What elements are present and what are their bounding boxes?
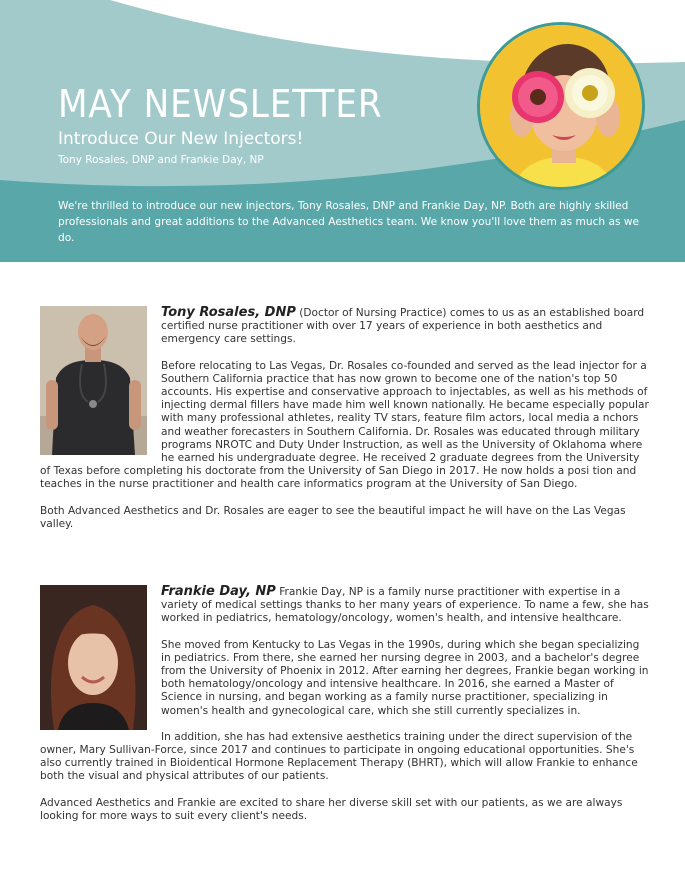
newsletter-title: MAY NEWSLETTER	[58, 82, 383, 126]
hero-flowers-photo	[477, 22, 645, 190]
newsletter-subtitle: Introduce Our New Injectors!	[58, 129, 304, 149]
newsletter-header	[0, 0, 685, 262]
intro-paragraph: We're thrilled to introduce our new injectors, Tony Rosales, DNP and Frankie Day, NP. Both are highly skilled professionals and great additions to the Advanced Aesthetics team. We know you'll love them as much as we do.	[58, 200, 640, 244]
tony-name: Tony Rosales, DNP	[161, 305, 296, 320]
newsletter-byline: Tony Rosales, DNP and Frankie Day, NP	[58, 154, 264, 166]
tony-paragraph-3: Both Advanced Aesthetics and Dr. Rosales are eager to see the beautiful impact he will have on the Las Vegas valley.	[40, 504, 626, 530]
tony-p1-text: (Doctor of Nursing Practice) comes to us as an established board certified nurse practitioner with over 17 years of experience in both aesthetics and emergency care settings.	[161, 307, 645, 346]
frankie-day-photo	[40, 585, 147, 730]
tony-rosales-section	[40, 306, 650, 544]
tony-paragraph-2: Before relocating to Las Vegas, Dr. Rosales co-founded and served as the lead injector for a Southern California practice that has now grown to become one of the nation's top 50 accounts. His expertise and conservative approach to injectables, as well as his methods of injecting dermal fillers have made him well known nationally. He became especially popular with many professional athletes, reality TV stars, feature film actors, local media a nchors and weather forecasters in Southern California. Dr. Rosales was educated through military programs NROTC and Duty Under Instruction, as well as the University of Oklahoma where he earned his undergraduate degree. He received 2 graduate degrees from the University of Texas before completing his doctorate from the University of San Diego in 2017. He now holds a posi tion and teaches in the nurse practitioner and health care informatics program at the University of San Diego.	[40, 359, 649, 491]
frankie-p1-text: Frankie Day, NP is a family nurse practitioner with expertise in a variety of medical settings thanks to her many years of experience. To name a few, she has worked in pediatrics, hematology/oncology, women's health, and intensive healthcare.	[161, 586, 649, 625]
frankie-paragraph-3: In addition, she has had extensive aesthetics training under the direct supervision of the owner, Mary Sullivan-Force, since 2017 and continues to participate in ongoing educational opportunities. She's also currently trained in Bioidentical Hormone Replacement Therapy (BHRT), which will allow Frankie to enhance both the visual and physical attributes of our patients.	[40, 730, 638, 783]
frankie-name: Frankie Day, NP	[161, 584, 276, 599]
frankie-paragraph-2: She moved from Kentucky to Las Vegas in the 1990s, during which she began specializing in pediatrics. From there, she earned her nursing degree in 2003, and a bachelor's degree from the University of Phoenix in 2012. After earning her degrees, Frankie began working in both hematology/oncology and intensive healthcare. In 2016, she earned a Master of Science in nursing, and began working as a family nurse practitioner, specializing in women's health and gynecological care, which she still currently specializes in.	[161, 638, 649, 717]
frankie-day-section	[40, 585, 650, 836]
frankie-paragraph-4: Advanced Aesthetics and Frankie are excited to share her diverse skill set with our patients, as we are always looking for more ways to suit every client's needs.	[40, 796, 623, 822]
tony-rosales-photo	[40, 306, 147, 455]
